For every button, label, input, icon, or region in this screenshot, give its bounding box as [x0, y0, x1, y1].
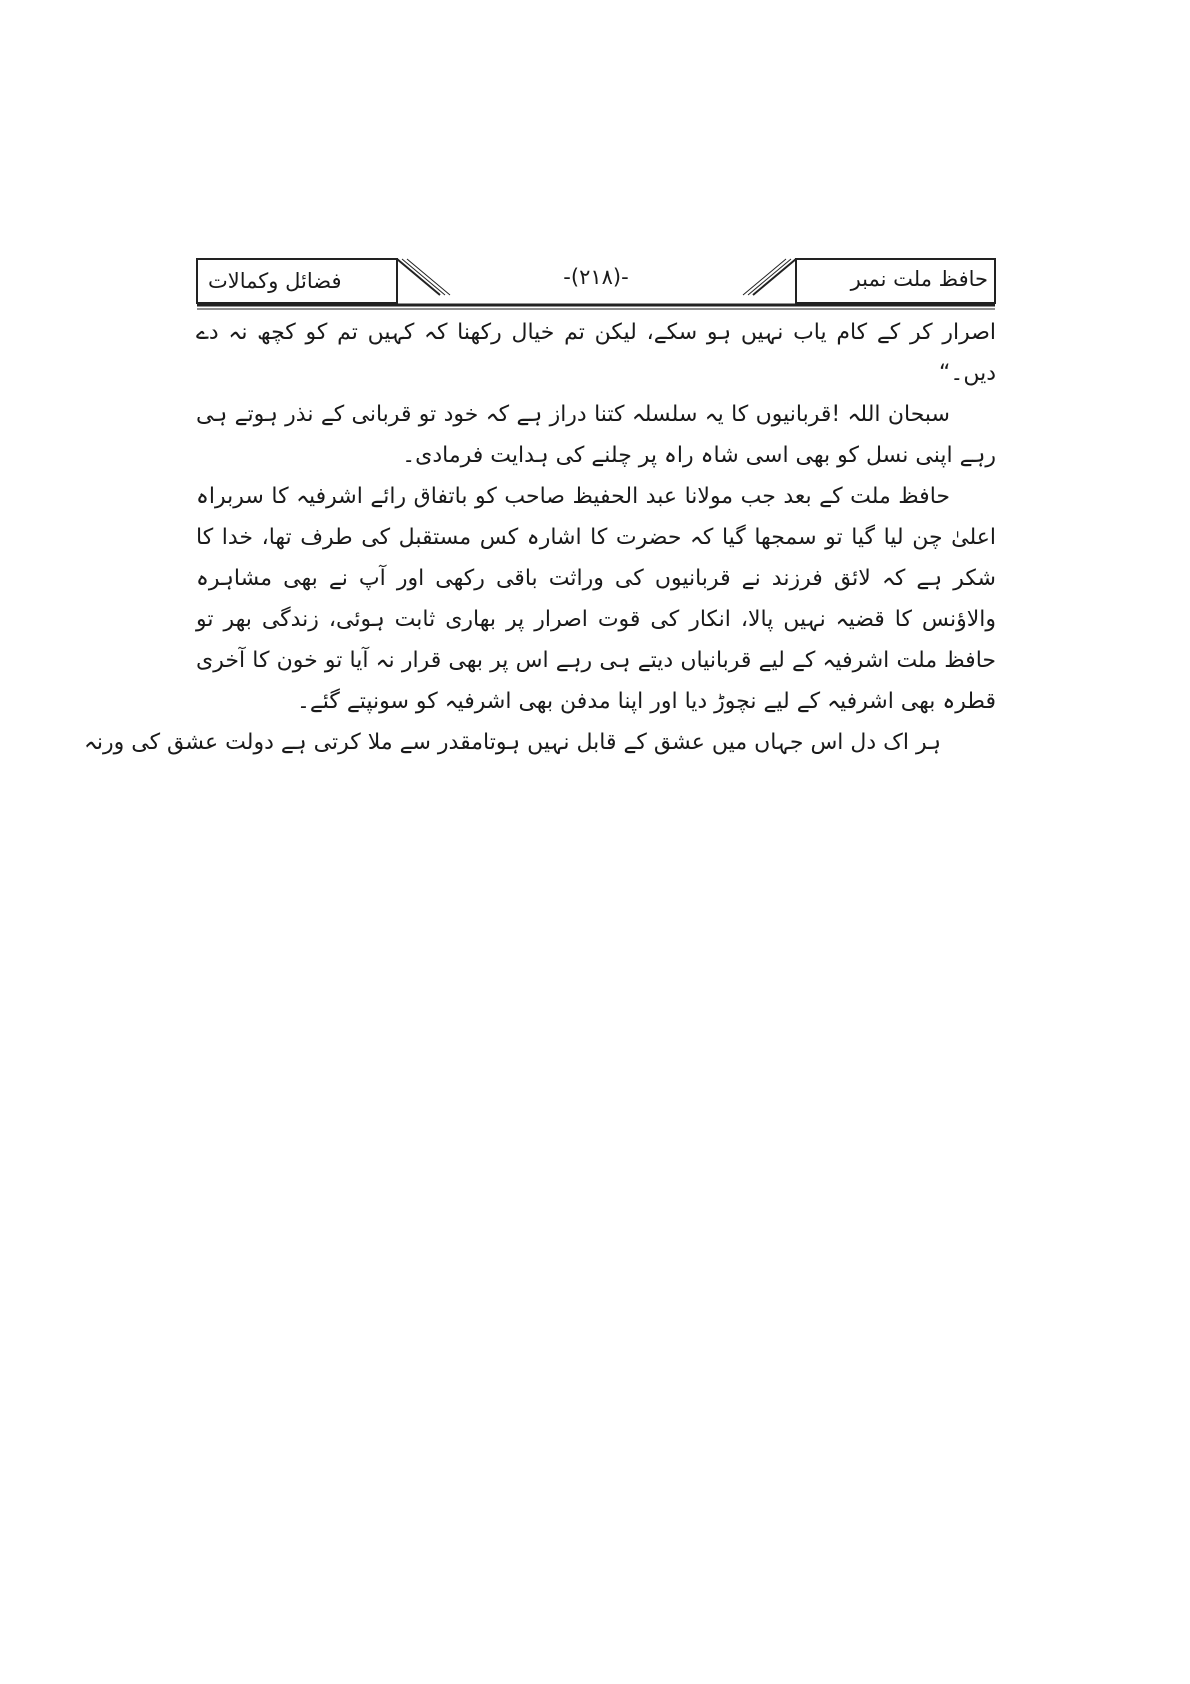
paragraph-successor: حافظ ملت کے بعد جب مولانا عبد الحفیظ صاحب کو باتفاق رائے اشرفیہ کا سربراہ اعلیٰ چن لیا گیا تو سمجھا گیا کہ حضرت کا اشارہ کس مستقبل کی طرف تھا، خدا کا شکر ہے کہ لائق فرزند نے قربانیوں کی وراثت باقی رکھی اور آپ نے بھی مشاہرہ والاؤنس کا قضیہ نہیں پالا، انکار کی قوت اصرار پر بھاری ثابت ہوئی، زندگی بھر تو حافظ ملت اشرفیہ کے لیے قربانیاں دیتے ہی رہے اس پر بھی قرار نہ آیا تو خون کا آخری قطرہ بھی اشرفیہ کے لیے نچوڑ دیا اور اپنا مدفن بھی اشرفیہ کو سونپتے گئے۔ — [196, 484, 996, 714]
page-header — [196, 255, 996, 311]
page-body — [83, 312, 996, 763]
header-journal-title: حافظ ملت نمبر — [850, 267, 988, 291]
page-number: -(۲۱۸)- — [563, 265, 629, 289]
couplet-first-line: ہر اک دل اس جہاں میں عشق کے قابل نہیں ہوتا — [483, 730, 941, 755]
header-section-title: فضائل وکمالات — [208, 269, 342, 293]
poetry-couplet — [83, 722, 941, 763]
paragraph-sacrifice-chain: سبحان اللہ !قربانیوں کا یہ سلسلہ کتنا دراز ہے کہ خود تو قربانی کے نذر ہوتے ہی رہے اپنی نسل کو بھی اسی شاہ راہ پر چلنے کی ہدایت فرمادی۔ — [196, 402, 996, 468]
couplet-second-line: مقدر سے ملا کرتی ہے دولت عشق کی ورنہ — [83, 730, 484, 755]
paragraph-quote-end: اصرار کر کے کام یاب نہیں ہو سکے، لیکن تم خیال رکھنا کہ کہیں تم کو کچھ نہ دے دیں۔“ — [196, 320, 996, 386]
